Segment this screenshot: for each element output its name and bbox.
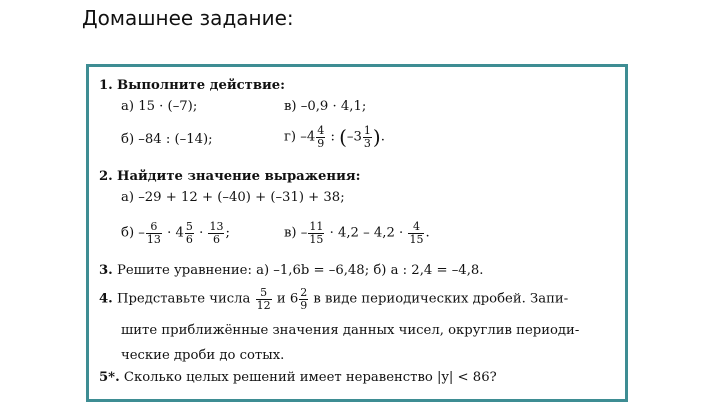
fraction-4-15: $\frac{4}{15}$ [409,220,424,246]
fraction-11-15: $\frac{11}{15}$ [309,220,324,246]
task-2-b-label: б) – [121,225,145,241]
task-3-text: Решите уравнение: а) –1,6b = –6,48; б) a : 2,4 = –4,8. [116,263,484,278]
task-4-pre: Представьте числа [116,291,251,307]
division-sign: : [330,129,335,145]
task-2-v-end: . [425,225,430,241]
task-1-g-inner: –3 [346,129,362,145]
task-1-heading-line [99,79,285,92]
task-4-line-3: ческие дроби до сотых. [121,348,285,363]
task-2-v [284,221,430,245]
right-paren: ) [372,125,381,150]
fraction-6-13: $\frac{6}{13}$ [146,220,161,246]
task-5-number: 5*. [99,370,120,385]
task-5-text: Сколько целых решений имеет неравенство |y| < 86? [123,370,497,385]
task-2-b [121,221,230,245]
task-1-v: в) –0,9 · 4,1; [284,99,367,114]
task-2-a: а) –29 + 12 + (–40) + (–31) + 38; [121,190,345,205]
task-4-conj: и 6 [276,291,299,307]
task-2-v-op1: · 4,2 – 4,2 · [329,225,404,241]
task-4-post: в виде периодических дробей. Запи- [313,291,569,307]
fraction-4-9: $\frac{4}{9}$ [317,124,325,150]
left-paren: ( [339,125,347,150]
fraction-1-3: $\frac{1}{3}$ [363,124,371,150]
homework-task-box [86,64,628,402]
slide-title: Домашнее задание: [82,6,294,30]
fraction-13-6: $\frac{13}{6}$ [209,220,224,246]
task-2-heading-line [99,170,360,183]
task-1-b: б) –84 : (–14); [121,132,213,147]
task-2-b-end: ; [225,225,230,241]
task-4-line-1 [99,287,568,311]
fraction-5-6: $\frac{5}{6}$ [185,220,193,246]
task-1-heading: Выполните действие: [116,78,286,93]
task-1-a: а) 15 · (–7); [121,99,198,114]
fraction-5-12: $\frac{5}{12}$ [256,286,271,312]
task-1-number: 1. [99,78,113,93]
task-2-b-op1: · 4 [167,225,184,241]
task-3-number: 3. [99,263,113,278]
task-2-heading: Найдите значение выражения: [116,169,361,184]
task-2-v-label: в) – [284,225,308,241]
task-5-line [99,371,497,384]
task-4-line-2: шите приближённые значения данных чисел, округлив периоди- [121,323,580,338]
task-1-g-label: г) –4 [284,129,316,145]
task-1-g-end: . [380,129,385,145]
fraction-2-9: $\frac{2}{9}$ [300,286,308,312]
task-2-number: 2. [99,169,113,184]
task-4-number: 4. [99,291,113,307]
task-3-line [99,264,483,277]
task-1-g [284,125,385,149]
task-2-b-op2: · [199,225,204,241]
